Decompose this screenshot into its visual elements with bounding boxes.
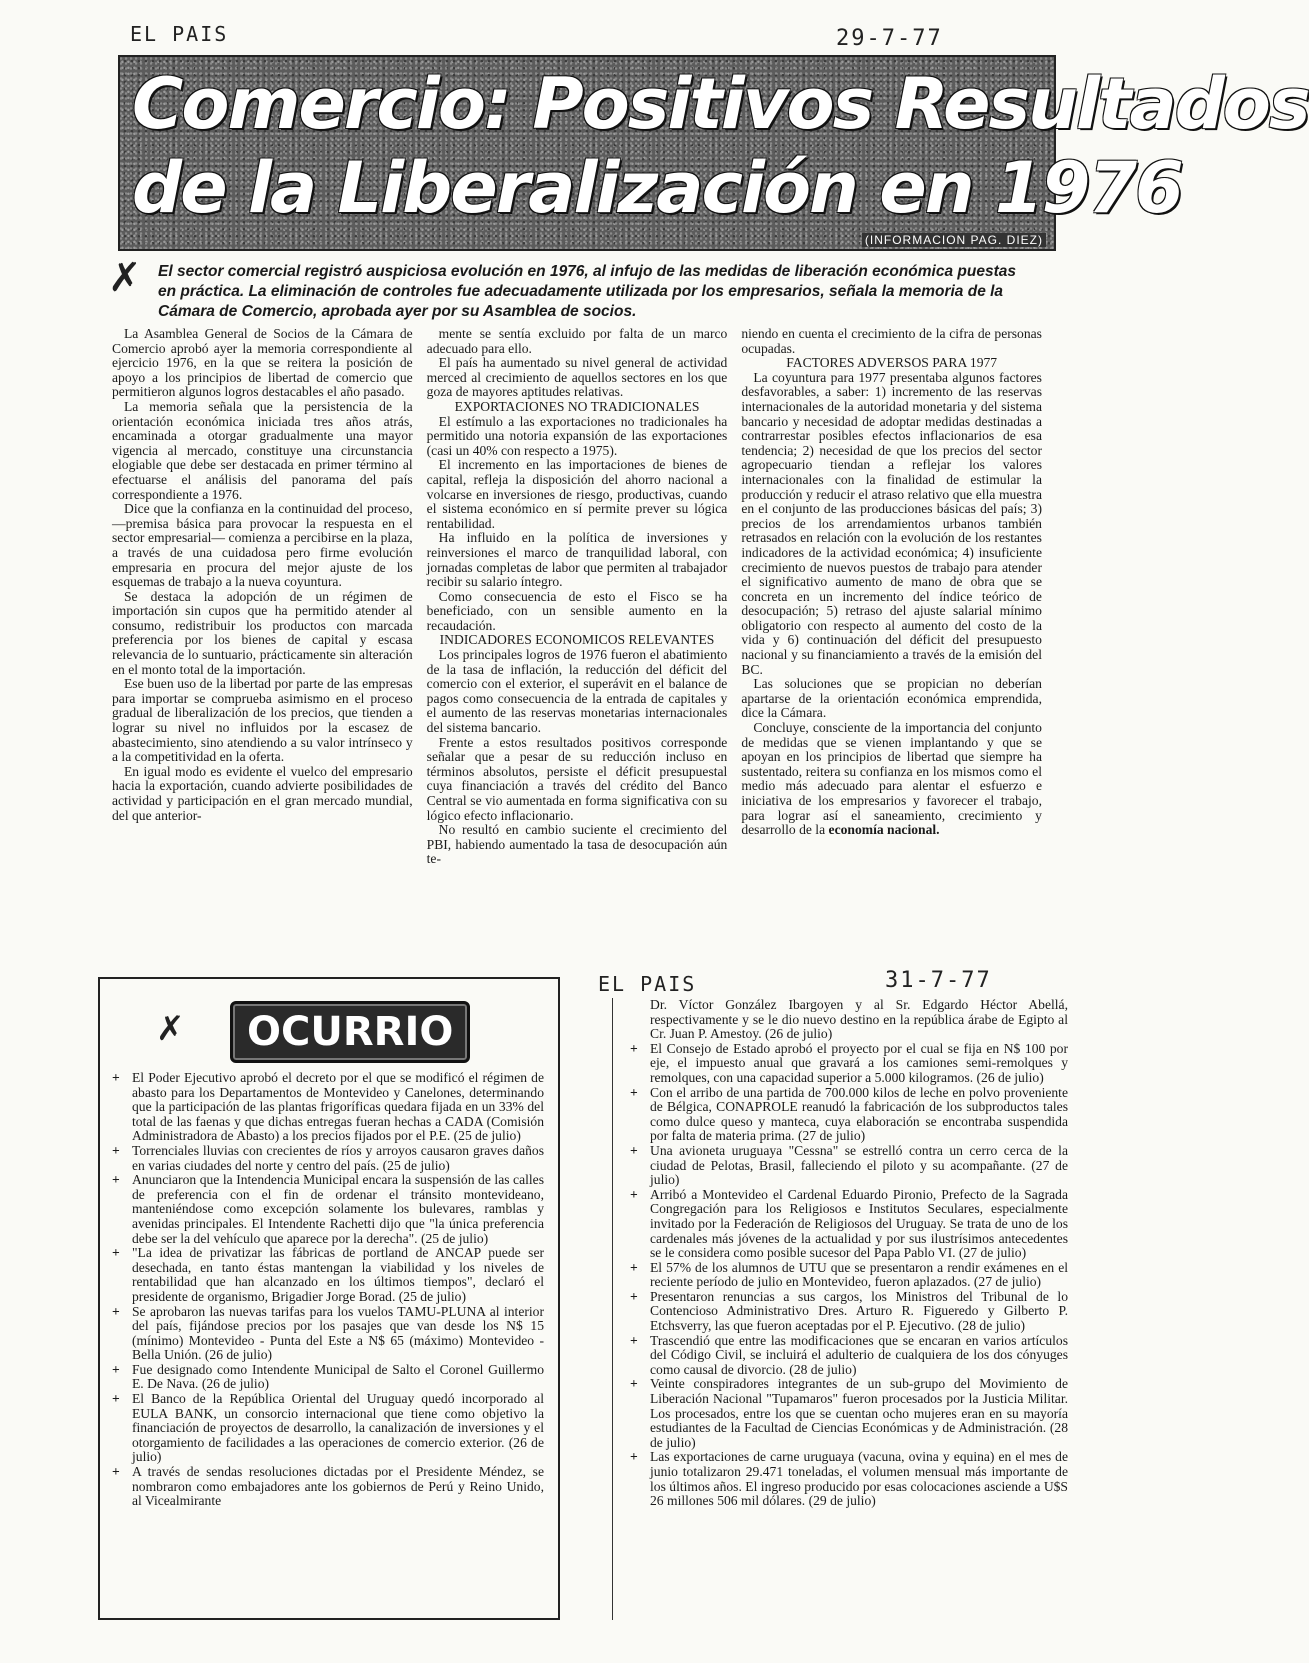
headline-banner — [118, 55, 1309, 251]
news-item: + Se aprobaron las nuevas tarifas para los vuelos TAMU-PLUNA al interior del país, fijándose precios por los pasajes que van desde los N$ 15 (mínimo) Montevideo - Punta del Este a N$ 65 (máximo) Montevideo - Bella Unión. (26 de julio) — [110, 1305, 544, 1363]
handwritten-mark: ✗ — [156, 1011, 185, 1048]
news-item: + Arribó a Montevideo el Cardenal Eduardo Pironio, Prefecto de la Sagrada Congregación para los Religiosos e Institutos Seculares, especialmente invitado por la Federación de Religiosos del Uruguay. Se trata de uno de los cardenales más jóvenes de la actualidad y por sus ilustrísimos antecedentes se le considera como posible sucesor del Papa Pablo VI. (27 de julio) — [628, 1188, 1068, 1261]
news-item: + Fue designado como Intendente Municipal de Salto el Coronel Guillermo E. De Nava. (26 de julio) — [110, 1363, 544, 1392]
headline-line-2: de la Liberalización en 1976 — [132, 147, 1182, 229]
paragraph — [741, 721, 1042, 838]
news-item: + "La idea de privatizar las fábricas de portland de ANCAP puede ser desechada, en tanto éstas mantengan la viabilidad y los niveles de rentabilidad que han alcanzado en los últimos tiempos", declaró el presidente de organismo, Brigadier Jorge Borad. (25 de julio) — [110, 1246, 544, 1304]
handwritten-paper-name: EL PAIS — [598, 972, 697, 996]
subheading: FACTORES ADVERSOS PARA 1977 — [786, 355, 998, 371]
handwritten-star-mark: ✗ — [108, 255, 142, 300]
paragraph-text: Concluye, consciente de la importancia del conjunto de medidas que se vienen implantando y que se apoyan en los principios de libertad que siempre ha sustentado, reitera su confianza en los mismos como el medio más adecuado para alentar el esfuerzo e iniciativa de los empresarios y favorecer el trabajo, para lograr así el saneamiento, crecimiento y desarrollo de la — [741, 720, 1042, 838]
handwritten-paper-name: EL PAIS — [130, 22, 229, 46]
paragraph: La Asamblea General de Socios de la Cámara de Comercio aprobó ayer la memoria correspondiente al ejercicio 1976, en la que se reitera la posición de apoyo a los principios de libertad de comercio que permitieron algunos logros destacables el año pasado. — [112, 326, 413, 400]
bold-phrase: economía nacional. — [828, 822, 940, 838]
news-list-right — [628, 998, 1068, 1509]
paragraph: No resultó en cambio suciente el crecimiento del PBI, habiendo aumentado la tasa de desocupación aún te- — [426, 822, 728, 867]
news-item: + A través de sendas resoluciones dictadas por el Presidente Méndez, se nombraron como embajadores ante los gobiernos de Perú y Reino Unido, al Vicealmirante — [110, 1465, 544, 1509]
paragraph: En igual modo es evidente el vuelco del empresario hacia la exportación, cuando advierte posibilidades de actividad y participación en el gran mercado mundial, del que anterior- — [112, 763, 413, 823]
paragraph: Como consecuencia de esto el Fisco se ha beneficiado, con un sensible aumento en la recaudación. — [426, 588, 728, 633]
article-body — [112, 327, 1042, 957]
handwritten-date: 29-7-77 — [836, 26, 943, 51]
subheading: INDICADORES ECONOMICOS RELEVANTES — [439, 632, 715, 648]
paragraph: niendo en cuenta el crecimiento de la cifra de personas ocupadas. — [741, 326, 1042, 356]
paragraph: Dice que la confianza en la continuidad del proceso, —premisa básica para provocar la respuesta en el sector empresarial— comienza a percibirse en la plaza, a través de una cuidadosa pero firme evolución empresaria en procura del mejor ajuste de los esquemas de trabajo a la nueva coyuntura. — [112, 501, 413, 590]
paragraph: El estímulo a las exportaciones no tradicionales ha permitido una notoria expansión de las exportaciones (casi un 40% con respecto a 1975). — [426, 413, 728, 458]
news-item: + Trascendió que entre las modificaciones que se encaran en varios artículos del Código Civil, se incluirá el adulterio de cualquiera de los dos cónyuges como causal de divorcio. (28 de julio) — [628, 1334, 1068, 1378]
news-item: + Torrenciales lluvias con crecientes de ríos y arroyos causaron graves daños en varias ciudades del norte y centro del país. (25 de julio) — [110, 1144, 544, 1173]
paragraph: Ha influido en la política de inversiones y reinversiones el marco de tranquilidad laboral, con jornadas completas de labor que permiten al trabajador recibir su salario íntegro. — [426, 530, 728, 590]
news-item: + Una avioneta uruguaya "Cessna" se estrelló contra un cerro cerca de la ciudad de Pelotas, Brasil, falleciendo el piloto y su acompañante. (27 de julio) — [628, 1144, 1068, 1188]
subheading: EXPORTACIONES NO TRADICIONALES — [454, 398, 700, 414]
column-divider — [612, 998, 613, 1620]
news-item: + Las exportaciones de carne uruguaya (vacuna, ovina y equina) en el mes de junio totalizaron 29.471 toneladas, el volumen mensual más importante de los últimos años. El ingreso producido por esas colocaciones asciende a U$S 26 millones 506 mil dólares. (29 de julio) — [628, 1450, 1068, 1508]
paragraph: La coyuntura para 1977 presentaba algunos factores desfavorables, a saber: 1) incremento de las reservas internacionales de la autoridad monetaria y del sistema bancario y necesidad de adoptar medidas destinadas a contrarrestar posibles efectos inflacionarios de esa tendencia; 2) necesidad de que los precios del sector agropecuario tiendan a reflejar los valores internacionales con la finalidad de estimular la producción y reducir el atraso relativo que ella muestra en el conjunto de las producciones básicas del país; 3) precios de los arrendamientos urbanos también retrasados en relación con la evolución de los restantes indicadores de la actividad económica; 4) insuficiente crecimiento de nuevos puestos de trabajo para atender el significativo aumento de mano de obra que se concreta en un incremento del índice teórico de desocupación; 5) retraso del ajuste salarial mínimo obligatorio con respecto al aumento del costo de la vida y 6) continuación del déficit del presupuesto nacional y su financiamiento a través de la emisión del BC. — [741, 369, 1042, 677]
paragraph: mente se sentía excluido por falta de un marco adecuado para ello. — [426, 326, 728, 356]
paragraph: Frente a estos resultados positivos corresponde señalar que a pesar de su reducción incluso en términos absolutos, persiste el déficit presupuestal cuya financiación a través del crédito del Banco Central se vio aumentada en forma significativa con su lógico efecto inflacionario. — [426, 734, 728, 823]
news-item-continued: Dr. Víctor González Ibargoyen y al Sr. Edgardo Héctor Abellá, respectivamente y se le dio nuevo destino en la república árabe de Egipto al Cr. Juan P. Amestoy. (26 de julio) — [650, 997, 1068, 1042]
handwritten-date: 31-7-77 — [885, 968, 992, 993]
news-list-left — [110, 1071, 544, 1509]
paragraph: Los principales logros de 1976 fueron el abatimiento de la tasa de inflación, la reducción del déficit del comercio con el exterior, el superávit en el balance de pagos como consecuencia de la entrada de capitales y el aumento de las reservas monetarias internacionales del sistema bancario. — [426, 647, 728, 736]
news-item: + Veinte conspiradores integrantes de un sub-grupo del Movimiento de Liberación Nacional "Tupamaros" fueron procesados por la Justicia Militar. Los procesados, entre los que se cuentan ocho mujeres eran en su mayoría estudiantes de la Facultad de Ciencias Económicas y de Administración. (28 de julio) — [628, 1377, 1068, 1450]
news-item: + El Banco de la República Oriental del Uruguay quedó incorporado al EULA BANK, un consorcio internacional que tiene como objetivo la financiación de proyectos de desarrollo, la canalización de inversiones y el otorgamiento de facilidades a las operaciones de comercio exterior. (26 de julio) — [110, 1392, 544, 1465]
paragraph: La memoria señala que la persistencia de la orientación económica iniciada tres años atrás, encaminada a otorgar gradualmente una mayor vigencia al mercado, constituye una circunstancia elogiable que debe ser destacada en primer término al efectuarse el análisis del panorama del país correspondiente a 1976. — [112, 398, 413, 502]
news-item: + Presentaron renuncias a sus cargos, los Ministros del Tribunal de lo Contencioso Administrativo Dres. Arturo R. Figueredo y Gilberto P. Etchsverry, las que fueron aceptadas por el P. Ejecutivo. (28 de julio) — [628, 1290, 1068, 1334]
news-item: + Con el arribo de una partida de 700.000 kilos de leche en polvo proveniente de Bélgica, CONAPROLE reanudó la fabricación de los subproductos tales como dulce queso y manteca, cuya elaboración se encontraba suspendida por falta de materia prima. (27 de julio) — [628, 1086, 1068, 1144]
article-lead: El sector comercial registró auspiciosa evolución en 1976, al infujo de las medidas de liberación económica puestas en práctica. La eliminación de controles fue adecuadamente utilizada por los empresarios, señala la memoria de la Cámara de Comercio, aprobada ayer por su Asamblea de socios. — [158, 263, 1016, 320]
paragraph: El incremento en las importaciones de bienes de capital, refleja la disposición del ahorro nacional a volcarse en inversiones de riesgo, productivas, cuando el sistema económico en sí permite prever su lógica rentabilidad. — [426, 457, 728, 531]
paragraph: Las soluciones que se propician no deberían apartarse de la orientación económica emprendida, dice la Cámara. — [741, 676, 1042, 721]
article-column-3 — [741, 327, 1042, 957]
ocurrio-section — [98, 977, 560, 1620]
news-item: + El Consejo de Estado aprobó el proyecto por el cual se fija en N$ 100 por eje, el impuesto anual que gravará a los camiones semi-remolques y remolques, con una capacidad superior a 5.000 kilogramos. (26 de julio) — [628, 1042, 1068, 1086]
paragraph: Ese buen uso de la libertad por parte de las empresas para importar se comprueba asimismo en el proceso gradual de liberalización de los precios, que tienden a lograr su nivel no influidos por la escasez de abastecimiento, sino atendiendo a su valor intrínseco y a la competitividad en la oferta. — [112, 676, 413, 765]
section-title: OCURRIO — [230, 1001, 470, 1063]
news-item: + Anunciaron que la Intendencia Municipal encara la suspensión de las calles de preferencia con el fin de ordenar el tránsito montevideano, manteniéndose como excepción solamente los bulevares, ramblas y avenidas principales. El Intendente Rachetti dijo que "la única preferencia debe ser la del vehículo que aparece por la derecha". (25 de julio) — [110, 1173, 544, 1246]
news-item: + El 57% de los alumnos de UTU que se presentaron a rendir exámenes en el reciente período de julio en Montevideo, fueron aplazados. (27 de julio) — [628, 1261, 1068, 1290]
headline-line-1: Comercio: Positivos Resultados — [132, 63, 1309, 145]
article-column-1 — [112, 327, 413, 957]
news-item: + El Poder Ejecutivo aprobó el decreto por el que se modificó el régimen de abasto para los Departamentos de Montevideo y Canelones, determinando que la participación de las plantas frigoríficas quedara fijada en un 33% del total de las faenas y que dichas entregas fueran hechas a CADA (Comisión Administradora de Abasto) a los precios fijados por el P.E. (25 de julio) — [110, 1071, 544, 1144]
paragraph: El país ha aumentado su nivel general de actividad merced al crecimiento de aquellos sectores en los que goza de mayores aptitudes relativas. — [426, 355, 728, 400]
paragraph: Se destaca la adopción de un régimen de importación sin cupos que ha permitido atender al consumo, redistribuir los productos con marcada preferencia por los bienes de capital y escasa relevancia de lo suntuario, prácticamente sin alteración en el monto total de la importación. — [112, 588, 413, 677]
article-column-2 — [427, 327, 728, 957]
page-reference: (INFORMACION PAG. DIEZ) — [862, 233, 1046, 247]
